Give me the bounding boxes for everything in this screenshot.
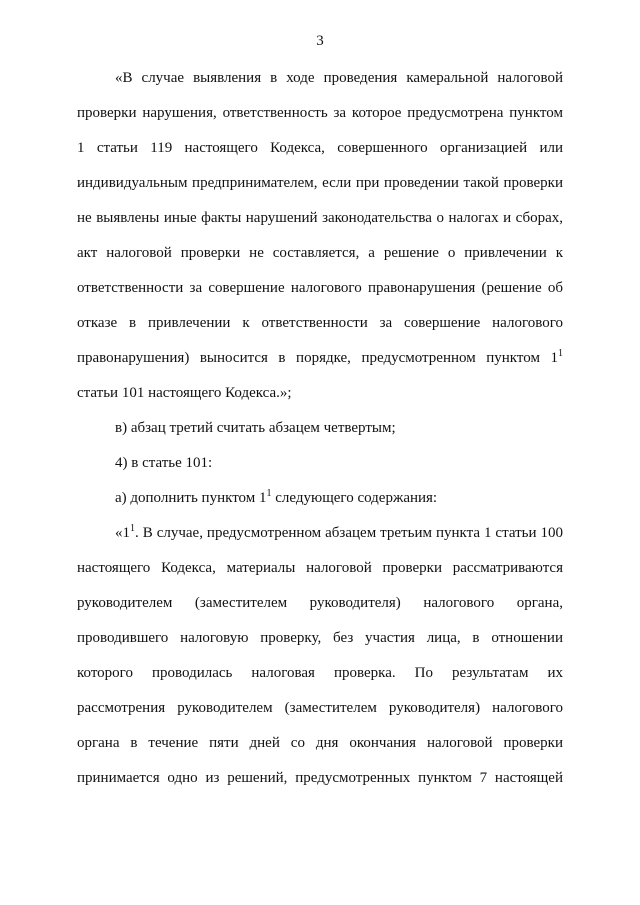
text-line: не выявлены иные факты нарушений законодательства о налогах и сборах, [77,210,563,226]
text-line: принимается одно из решений, предусмотренных пунктом 7 настоящей [77,770,563,786]
text-line: отказе в привлечении к ответственности за совершение налогового [77,315,563,331]
text-line: акт налоговой проверки не составляется, а решение о привлечении к [77,245,563,261]
text-line: рассмотрения руководителем (заместителем руководителя) налогового [77,700,563,716]
text-line: органа в течение пяти дней со дня окончания налоговой проверки [77,735,563,751]
text-line: индивидуальным предпринимателем, если при проведении такой проверки [77,175,563,191]
text-line: руководителем (заместителем руководителя) налогового органа, [77,595,563,611]
page-number: 3 [316,33,324,49]
text-line: настоящего Кодекса, материалы налоговой проверки рассматриваются [77,560,563,576]
superscript-mark: 1 [130,523,135,534]
text-line: 4) в статье 101: [115,455,213,471]
text-line: проверки нарушения, ответственность за которое предусмотрена пунктом [77,105,563,121]
superscript-mark: 1 [558,348,563,359]
text-line: в) абзац третий считать абзацем четвертым; [115,420,396,436]
text-line: «В случае выявления в ходе проведения камеральной налоговой [115,70,563,86]
text-line: проводившего налоговую проверку, без участия лица, в отношении [77,630,563,646]
text-line: которого проводилась налоговая проверка. По результатам их [77,665,563,681]
text-line: статьи 101 настоящего Кодекса.»; [77,385,292,401]
text-line: 1 статьи 119 настоящего Кодекса, совершенного организацией или [77,140,563,156]
text-line: ответственности за совершение налогового правонарушения (решение об [77,280,563,296]
text-line: правонарушения) выносится в порядке, предусмотренном пунктом $1^1$ [77,348,563,366]
text-line: а) дополнить пунктом $1^1$ следующего содержания: [115,488,438,506]
text-line: «$1^1$. В случае, предусмотренном абзацем третьим пункта 1 статьи 100 [115,523,563,541]
superscript-mark: 1 [266,488,272,499]
